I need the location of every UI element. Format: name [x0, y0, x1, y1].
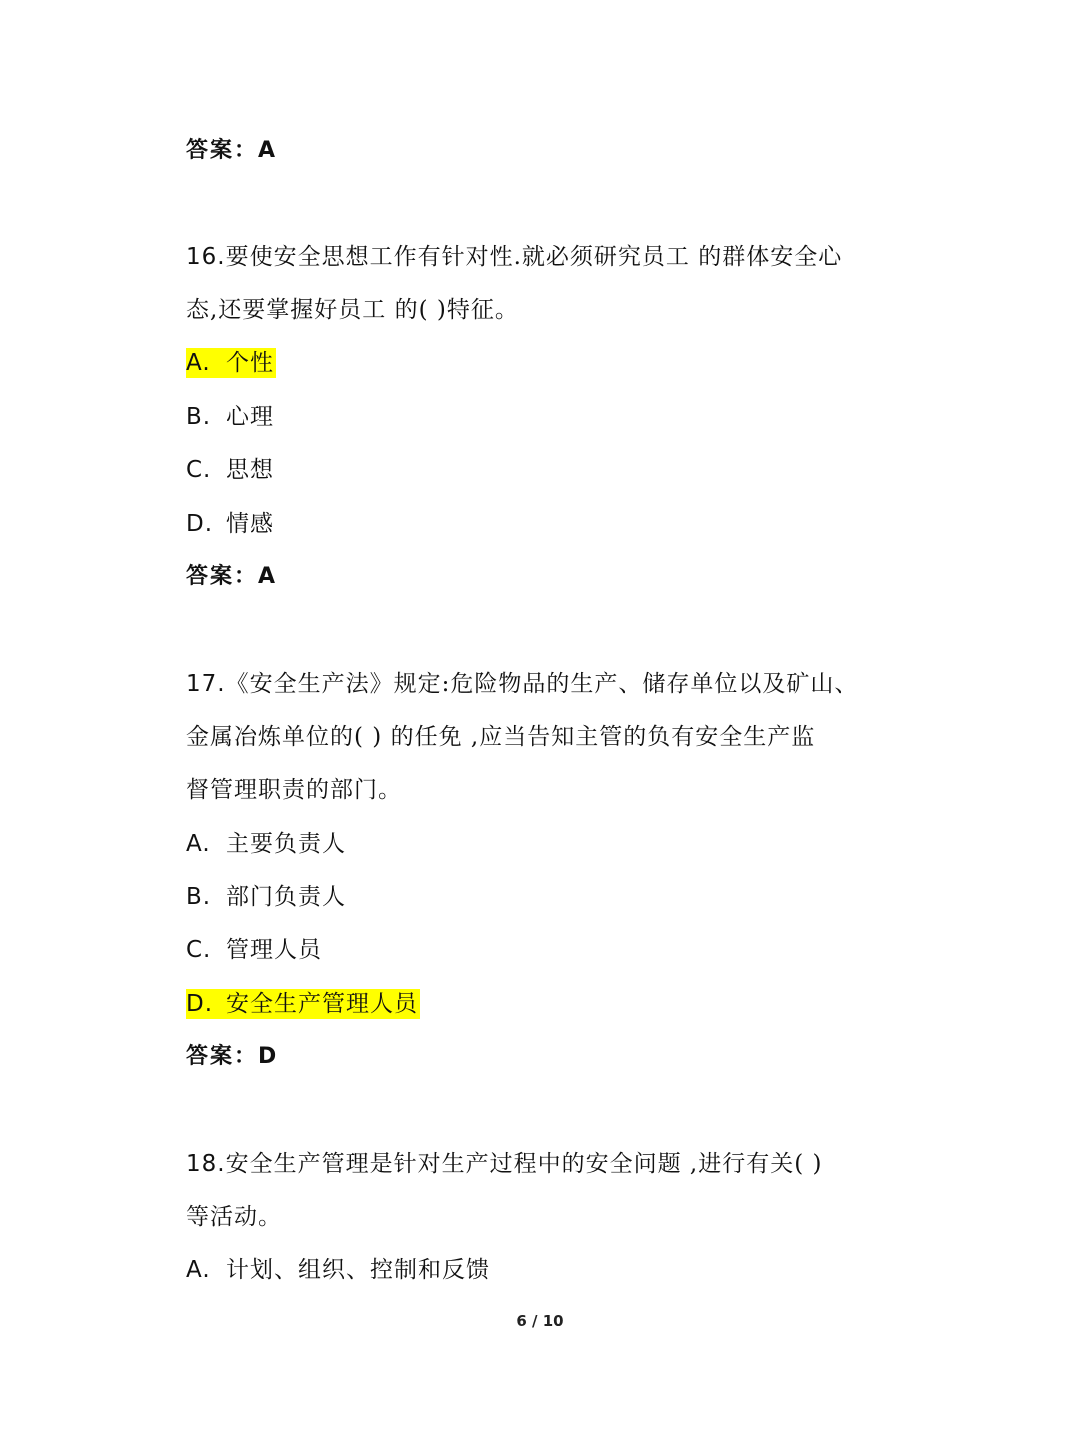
answer-label: 答案：: [186, 1044, 259, 1069]
answer-value: A: [258, 564, 278, 589]
option-text: 安全生产管理人员: [226, 991, 418, 1017]
option-letter: A.: [186, 831, 211, 857]
question-text: 态,还要掌握好员工 的( )特征。: [186, 297, 519, 323]
option-text: 管理人员: [226, 937, 322, 963]
q17-option-c: [186, 933, 322, 967]
prev-answer: [186, 134, 277, 168]
question-17-line-1: [186, 667, 858, 701]
q17-answer: [186, 1040, 278, 1074]
option-text: 计划、组织、控制和反馈: [226, 1257, 490, 1283]
q16-answer: [186, 560, 277, 594]
question-text: 等活动。: [186, 1204, 282, 1230]
option-letter: C.: [186, 457, 212, 483]
question-text: 安全生产管理是针对生产过程中的安全问题 ,进行有关( ): [225, 1151, 823, 1177]
option-letter: D.: [186, 991, 214, 1017]
option-text: 情感: [226, 511, 274, 537]
answer-value: D: [258, 1044, 279, 1069]
answer-value: A: [258, 138, 278, 163]
highlighted-option: [186, 989, 420, 1019]
option-letter: B.: [186, 404, 212, 430]
option-text: 心理: [226, 404, 274, 430]
answer-label: 答案：: [186, 138, 259, 163]
question-text: 金属冶炼单位的( ) 的任免 ,应当告知主管的负有安全生产监: [186, 724, 816, 750]
highlighted-option: [186, 348, 276, 378]
question-16-line-2: [186, 293, 519, 327]
answer-label: 答案：: [186, 564, 259, 589]
question-17-line-3: [186, 773, 402, 807]
option-letter: A.: [186, 1257, 211, 1283]
option-letter: B.: [186, 884, 212, 910]
question-number: 18.: [186, 1151, 226, 1177]
option-letter: D.: [186, 511, 214, 537]
question-text: 《安全生产法》规定:危险物品的生产、储存单位以及矿山、: [225, 671, 859, 697]
option-text: 部门负责人: [226, 884, 346, 910]
page-indicator: 6 / 10: [516, 1312, 564, 1330]
question-18-line-1: [186, 1147, 822, 1181]
question-18-line-2: [186, 1200, 282, 1234]
q16-option-d: [186, 507, 274, 541]
q17-option-b: [186, 880, 346, 914]
q16-option-c: [186, 453, 274, 487]
q16-option-b: [186, 400, 274, 434]
option-text: 主要负责人: [226, 831, 346, 857]
option-letter: C.: [186, 937, 212, 963]
question-text: 督管理职责的部门。: [186, 777, 402, 803]
q18-option-a: [186, 1253, 490, 1287]
question-number: 16.: [186, 244, 226, 270]
option-letter: A.: [186, 350, 211, 376]
question-16-line-1: [186, 240, 842, 274]
question-text: 要使安全思想工作有针对性.就必须研究员工 的群体安全心: [225, 244, 843, 270]
q16-option-a: [186, 346, 276, 380]
q17-option-a: [186, 827, 346, 861]
question-number: 17.: [186, 671, 226, 697]
q17-option-d: [186, 987, 420, 1021]
question-17-line-2: [186, 720, 815, 754]
option-text: 个性: [226, 350, 274, 376]
option-text: 思想: [226, 457, 274, 483]
